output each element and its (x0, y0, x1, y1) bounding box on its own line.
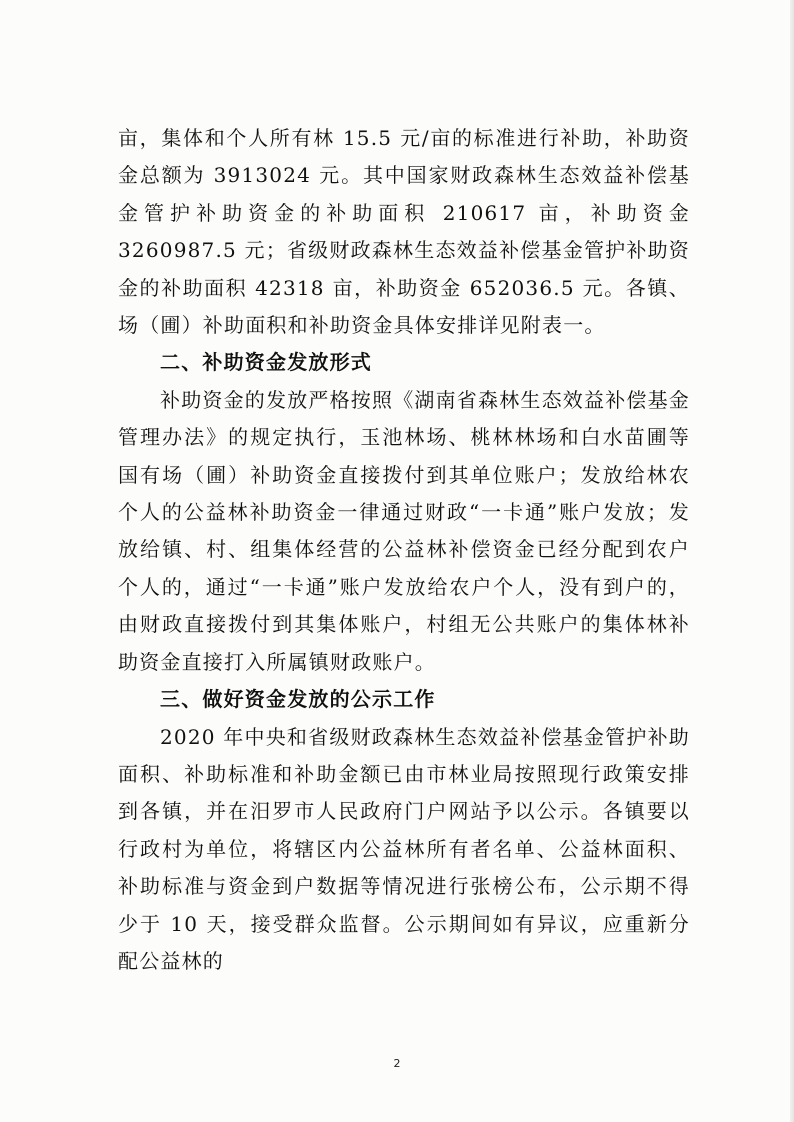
paragraph-public-notice: 2020 年中央和省级财政森林生态效益补偿基金管护补助面积、补助标准和补助金额已由市林业局按照现行政策安排到各镇，并在汨罗市人民政府门户网站予以公示。各镇要以行政村为单位，将辖区内公益林所有者名单、公益林面积、补助标准与资金到户数据等情况进行张榜公布，公示期不得少于 10 天，接受群众监督。公示期间如有异议，应重新分配公益林的 (118, 724, 690, 973)
page-number: 2 (393, 1057, 401, 1070)
section-heading-distribution-form: 二、补助资金发放形式 (160, 350, 372, 375)
paragraph-distribution-method: 补助资金的发放严格按照《湖南省森林生态效益补偿基金管理办法》的规定执行，玉池林场、桃林林场和白水苗圃等国有场（圃）补助资金直接拨付到其单位账户；发放给林农个人的公益林补助资金一律通过财政“一卡通”账户发放；发放给镇、村、组集体经营的公益林补偿资金已经分配到农户个人的，通过“一卡通”账户发放给农户个人，没有到户的，由财政直接拨付到其集体账户，村组无公共账户的集体林补助资金直接打入所属镇财政账户。 (118, 387, 690, 674)
paragraph-subsidy-amounts: 亩，集体和个人所有林 15.5 元/亩的标准进行补助，补助资金总额为 3913024 元。其中国家财政森林生态效益补偿基金管护补助资金的补助面积 210617 亩，补助资金 3260987.5 元；省级财政森林生态效益补偿基金管护补助资金的补助面积 42318 亩，补助资金 652036.5 元。各镇、场（圃）补助面积和补助资金具体安排详见附表一。 (118, 126, 690, 338)
section-heading-public-notice: 三、做好资金发放的公示工作 (160, 687, 436, 712)
document-body (118, 120, 690, 980)
page-edge (790, 0, 794, 1122)
